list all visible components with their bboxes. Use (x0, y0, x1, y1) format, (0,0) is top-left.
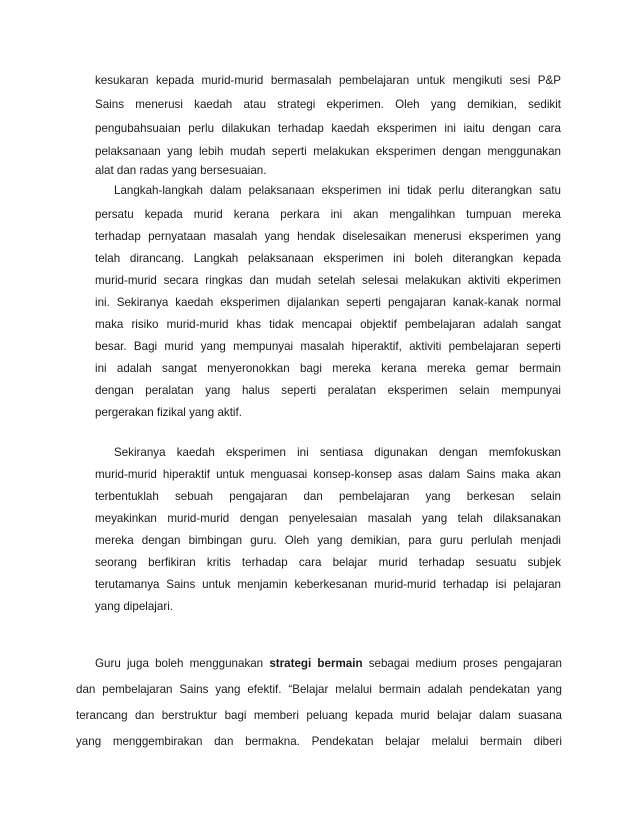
paragraph-2-line-7: maka risiko murid-murid khas tidak mencapai objektif pembelajaran adalah sangat (95, 318, 561, 331)
paragraph-1-line-1: kesukaran kepada murid-murid bermasalah pembelajaran untuk mengikuti sesi P&P (95, 74, 561, 87)
paragraph-3-line-8: yang dipelajari. (95, 600, 173, 613)
paragraph-3-line-5: mereka dengan bimbingan guru. Oleh yang demikian, para guru perlulah menjadi (95, 534, 561, 547)
paragraph-4-line-3: terancang dan berstruktur bagi memberi peluang kepada murid belajar dalam suasana (76, 709, 562, 722)
paragraph-2-line-1: Langkah-langkah dalam pelaksanaan eksperimen ini tidak perlu diterangkan satu (114, 184, 561, 197)
paragraph-3-line-7: terutamanya Sains untuk menjamin keberkesanan murid-murid terhadap isi pelajaran (95, 578, 561, 591)
paragraph-2-line-11: pergerakan fizikal yang aktif. (95, 406, 242, 419)
paragraph-3-line-6: seorang berfikiran kritis terhadap cara belajar murid terhadap sesuatu subjek (95, 556, 561, 569)
paragraph-1-line-3: pengubahsuaian perlu dilakukan terhadap kaedah eksperimen ini iaitu dengan cara (95, 122, 561, 135)
paragraph-4-first-line (95, 657, 562, 671)
paragraph-3-line-2: murid-murid hiperaktif untuk menguasai konsep-konsep asas dalam Sains maka akan (95, 468, 561, 481)
paragraph-2-line-3: terhadap pernyataan masalah yang hendak diselesaikan menerusi eksperimen yang (95, 230, 561, 243)
paragraph-4-line-4: yang menggembirakan dan bermakna. Pendekatan belajar melalui bermain diberi (76, 735, 562, 748)
paragraph-2-line-2: persatu kepada murid kerana perkara ini akan mengalihkan tumpuan mereka (95, 208, 561, 221)
paragraph-2-line-6: ini. Sekiranya kaedah eksperimen dijalankan seperti pengajaran kanak-kanak normal (95, 296, 561, 309)
paragraph-3-line-3: terbentuklah sebuah pengajaran dan pembelajaran yang berkesan selain (95, 490, 561, 503)
paragraph-1-line-5: alat dan radas yang bersesuaian. (95, 164, 267, 177)
paragraph-4-line-2: dan pembelajaran Sains yang efektif. “Belajar melalui bermain adalah pendekatan yang (76, 683, 562, 696)
paragraph-2-line-5: murid-murid secara ringkas dan mudah setelah selesai melakukan aktiviti ekperimen (95, 274, 561, 287)
paragraph-2-line-9: ini adalah sangat menyeronokkan bagi mereka kerana mereka gemar bermain (95, 362, 561, 375)
paragraph-4-text-end: sebagai medium proses pengajaran (368, 657, 562, 670)
paragraph-1-line-4: pelaksanaan yang lebih mudah seperti melakukan eksperimen dengan menggunakan (95, 145, 561, 158)
paragraph-2-line-4: telah dirancang. Langkah pelaksanaan eksperimen ini boleh diterangkan kepada (95, 252, 561, 265)
paragraph-2-line-8: besar. Bagi murid yang mempunyai masalah hiperaktif, aktiviti pembelajaran seperti (95, 340, 561, 353)
paragraph-3-line-1: Sekiranya kaedah eksperimen ini sentiasa digunakan dengan memfokuskan (114, 446, 561, 459)
paragraph-4-text-start: Guru juga boleh menggunakan (95, 657, 264, 670)
paragraph-2-line-10: dengan peralatan yang halus seperti peralatan eksperimen selain mempunyai (95, 384, 561, 397)
paragraph-3-line-4: meyakinkan murid-murid dengan penyelesaian masalah yang telah dilaksanakan (95, 512, 561, 525)
paragraph-1-line-2: Sains menerusi kaedah atau strategi ekperimen. Oleh yang demikian, sedikit (95, 98, 561, 111)
paragraph-4-bold-phrase: strategi bermain (269, 657, 363, 670)
